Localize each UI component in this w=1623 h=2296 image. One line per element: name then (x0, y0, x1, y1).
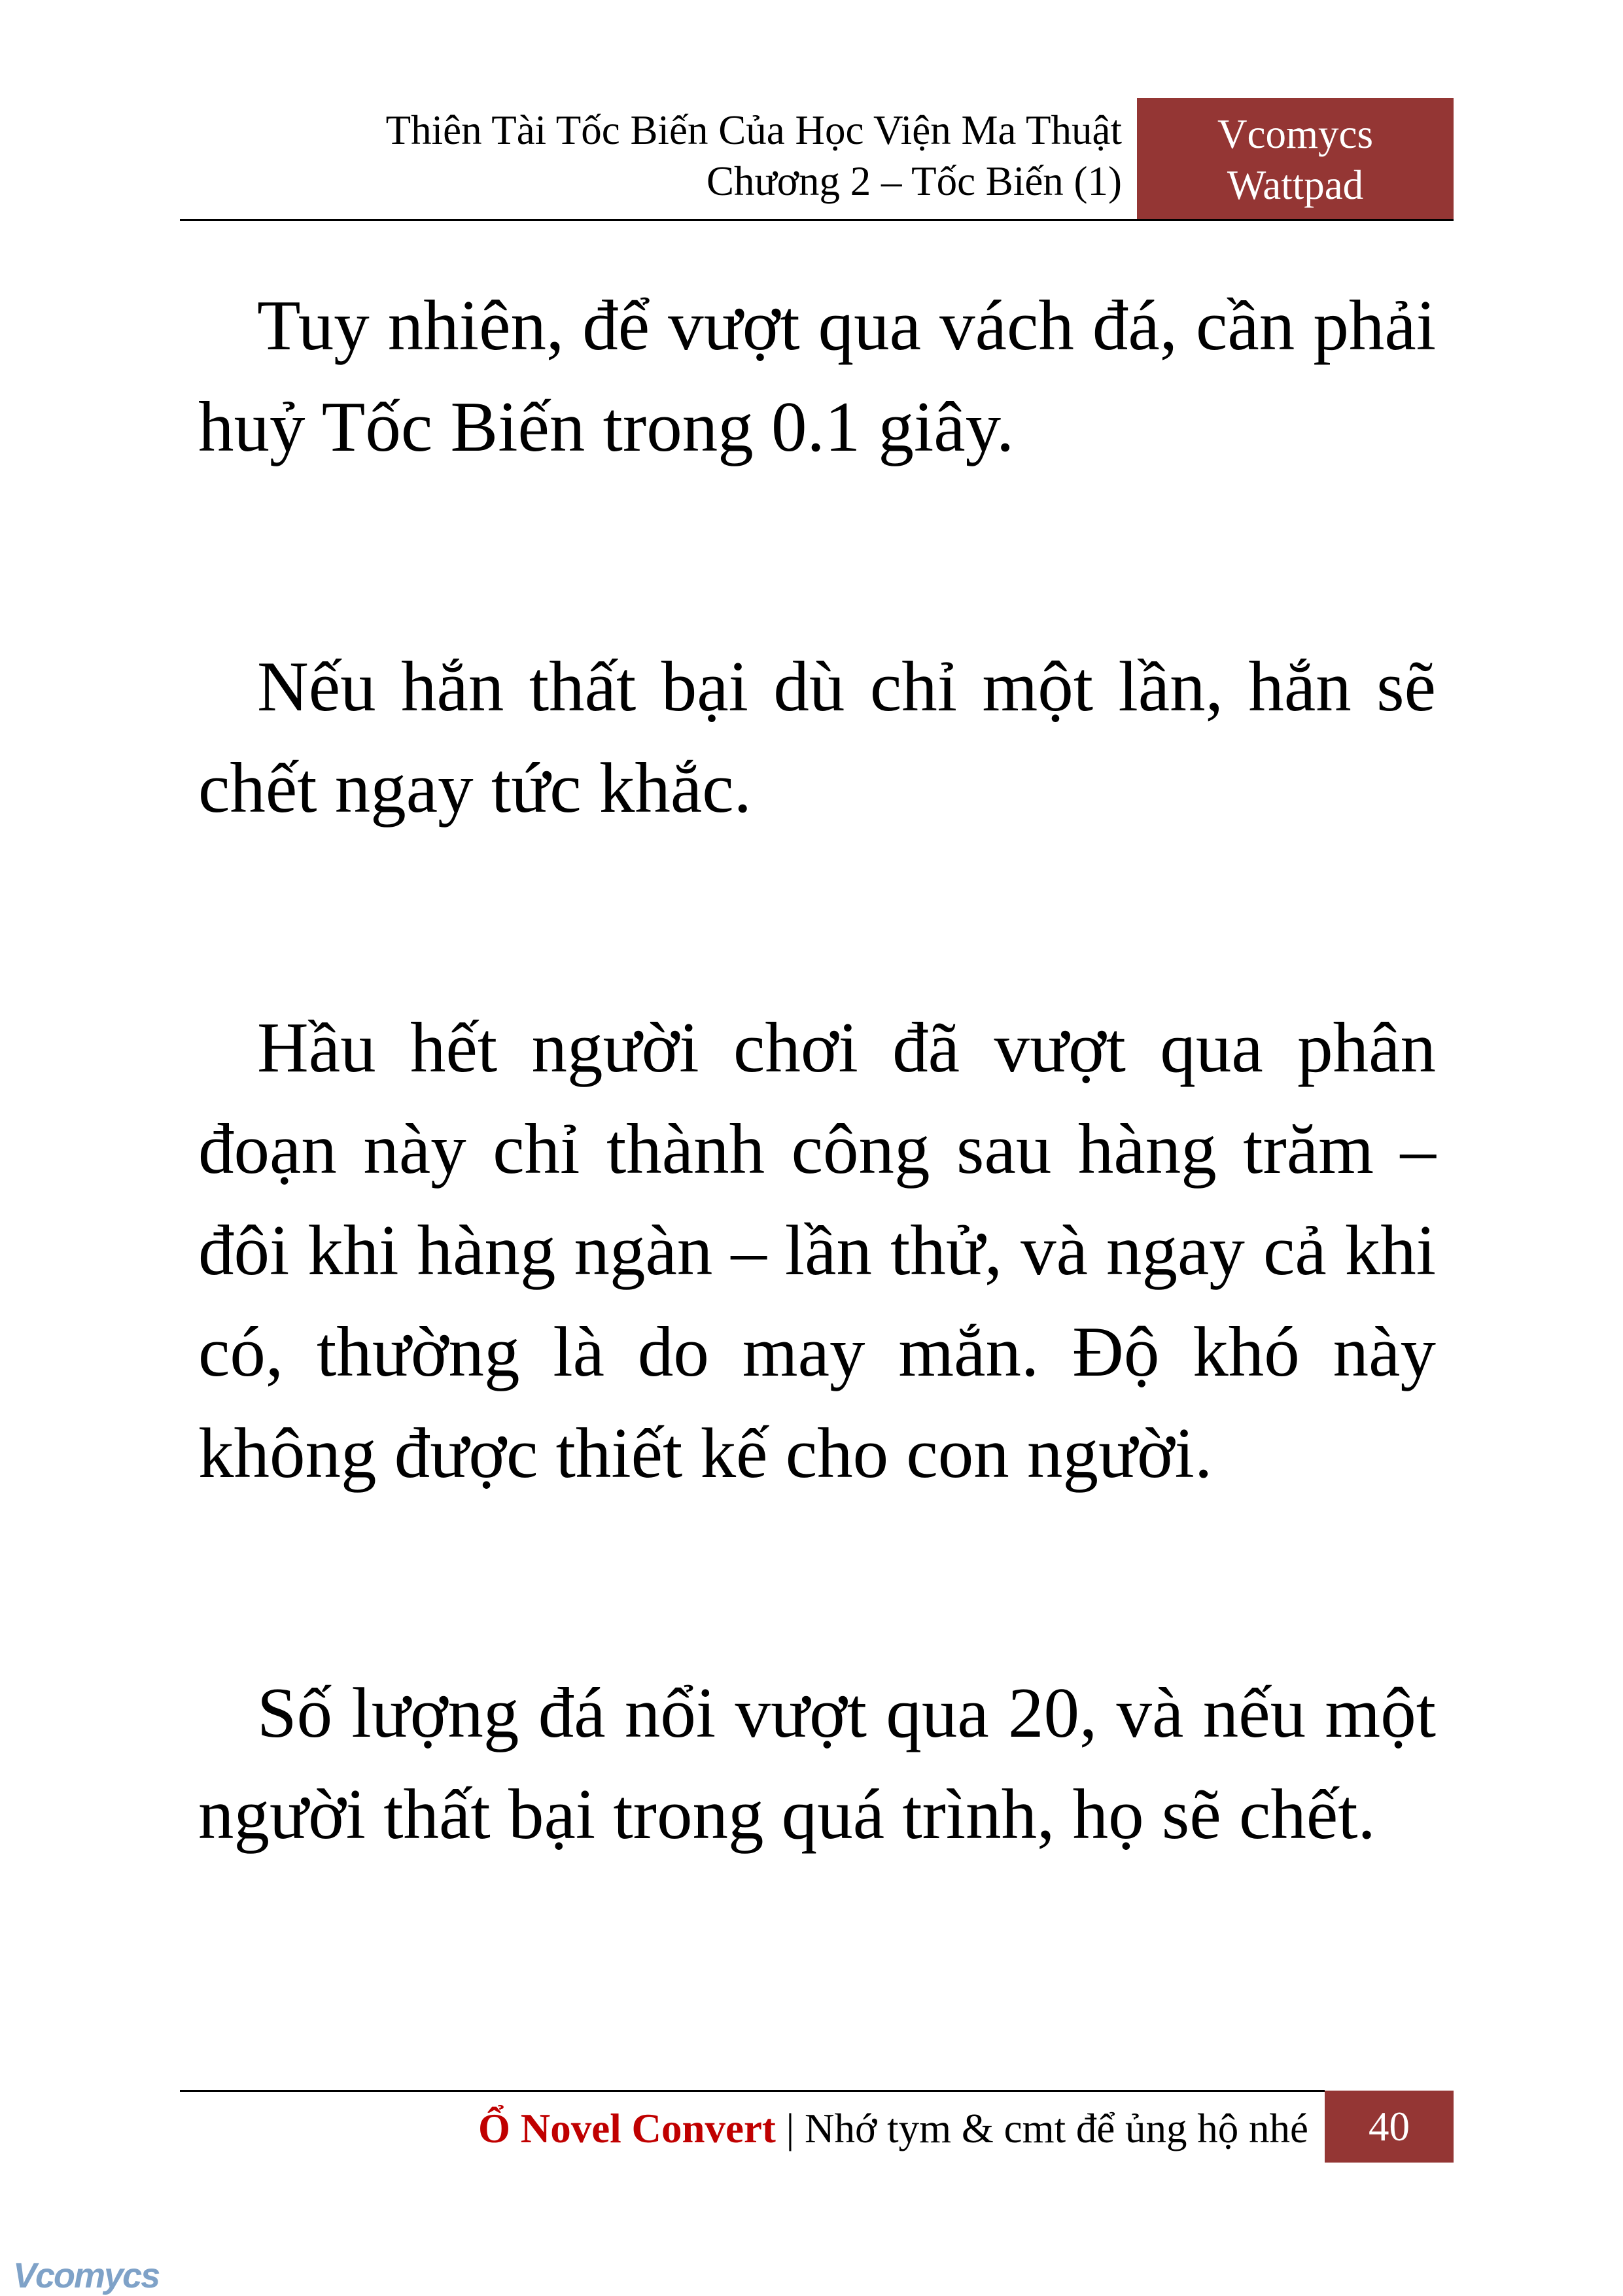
paragraph: Số lượng đá nổi vượt qua 20, và nếu một người thất bại trong quá trình, họ sẽ chết. (198, 1673, 1436, 1854)
watermark-logo: Vcomycs (13, 2256, 160, 2295)
footer-brand: Ổ Novel Convert (478, 2106, 776, 2151)
badge-line-vcomycs: Vcomycs (1217, 111, 1373, 157)
page-number: 40 (1325, 2091, 1454, 2163)
paragraph: Nếu hắn thất bại dù chỉ một lần, hắn sẽ chết ngay tức khắc. (198, 647, 1436, 827)
paragraph: Hầu hết người chơi đã vượt qua phân đoạn này chỉ thành công sau hàng trăm – đôi khi hàng ngàn – lần thử, và ngay cả khi có, thường là do may mắn. Độ khó này không được thiết kế cho con người. (198, 1008, 1436, 1493)
footer-separator: | (775, 2106, 805, 2151)
running-header (180, 105, 1122, 207)
page-body (198, 275, 1436, 2023)
footer-message: Nhớ tym & cmt để ủng hộ nhé (805, 2106, 1308, 2151)
paragraph: Tuy nhiên, để vượt qua vách đá, cần phải huỷ Tốc Biến trong 0.1 giây. (198, 286, 1436, 466)
footer-divider (180, 2090, 1325, 2092)
header-divider (180, 219, 1454, 221)
source-badge (1137, 98, 1454, 219)
page-footer (180, 2096, 1308, 2161)
book-title: Thiên Tài Tốc Biến Của Học Viện Ma Thuật (385, 107, 1122, 153)
chapter-title: Chương 2 – Tốc Biến (1) (707, 158, 1122, 204)
badge-line-wattpad: Wattpad (1227, 162, 1364, 208)
